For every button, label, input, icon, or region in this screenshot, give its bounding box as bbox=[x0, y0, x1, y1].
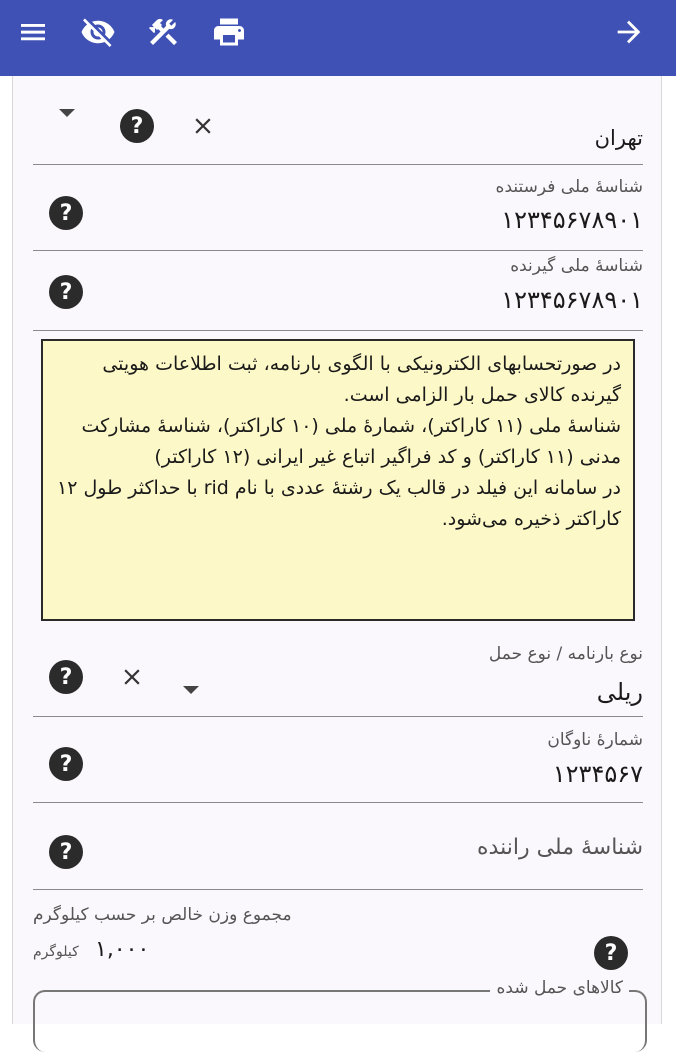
receiver-national-id-value: ۱۲۳۴۵۶۷۸۹۰۱ bbox=[501, 286, 643, 314]
sender-national-id-field[interactable] bbox=[33, 164, 643, 251]
waybill-type-label: نوع بارنامه / نوع حمل bbox=[488, 644, 643, 664]
help-icon[interactable]: ? bbox=[49, 275, 83, 309]
net-weight-unit: کیلوگرم bbox=[33, 944, 79, 960]
city-select[interactable] bbox=[33, 76, 643, 165]
menu-icon bbox=[17, 16, 49, 48]
help-icon[interactable]: ? bbox=[49, 196, 83, 230]
note-paragraph: در صورتحسابهای الکترونیکی با الگوی بارنامه، ثبت اطلاعات هویتی گیرنده کالای حمل بار الزامی است. bbox=[102, 353, 621, 406]
dropdown-arrow-icon[interactable] bbox=[59, 109, 75, 117]
receiver-national-id-label: شناسهٔ ملی گیرنده bbox=[510, 256, 643, 276]
help-icon[interactable]: ? bbox=[49, 835, 83, 869]
note-paragraph: در سامانه این فیلد در قالب یک رشتهٔ عددی با نام rid با حداکثر طول ۱۲ کاراکتر ذخیره می‌شود. bbox=[57, 477, 621, 530]
sender-national-id-label: شناسهٔ ملی فرستنده bbox=[495, 177, 643, 197]
toggle-visibility-button[interactable] bbox=[76, 10, 120, 54]
print-icon bbox=[211, 14, 247, 50]
dropdown-arrow-icon[interactable] bbox=[183, 686, 199, 694]
info-note bbox=[41, 339, 635, 621]
app-bar bbox=[0, 0, 676, 76]
menu-button[interactable] bbox=[11, 10, 55, 54]
help-icon[interactable]: ? bbox=[594, 936, 628, 970]
receiver-national-id-field[interactable] bbox=[33, 250, 643, 331]
tools-icon bbox=[146, 15, 180, 49]
clear-icon[interactable] bbox=[117, 662, 147, 692]
help-icon[interactable]: ? bbox=[49, 660, 83, 694]
clear-icon[interactable] bbox=[188, 111, 218, 141]
back-button[interactable] bbox=[607, 10, 651, 54]
tools-button[interactable] bbox=[141, 10, 185, 54]
city-value: تهران bbox=[594, 126, 643, 150]
note-paragraph: شناسهٔ ملی (۱۱ کاراکتر)، شمارهٔ ملی (۱۰ کاراکتر)، شناسهٔ مشارکت مدنی (۱۱ کاراکتر) و کد فراگیر اتباع غیر ایرانی (۱۲ کاراکتر) bbox=[81, 415, 621, 468]
wagon-number-label: شمارهٔ ناوگان bbox=[547, 730, 643, 750]
shipped-goods-section bbox=[33, 978, 647, 1052]
net-weight-label: مجموع وزن خالص بر حسب کیلوگرم bbox=[33, 905, 292, 925]
help-icon[interactable]: ? bbox=[49, 747, 83, 781]
visibility-off-icon bbox=[80, 14, 116, 50]
help-icon[interactable]: ? bbox=[120, 109, 154, 143]
waybill-type-select[interactable] bbox=[33, 636, 643, 717]
driver-national-id-field[interactable] bbox=[33, 802, 643, 890]
shipped-goods-legend: کالاهای حمل شده bbox=[490, 978, 629, 998]
sender-national-id-value: ۱۲۳۴۵۶۷۸۹۰۱ bbox=[501, 206, 643, 234]
wagon-number-value: ۱۲۳۴۵۶۷ bbox=[552, 760, 643, 788]
driver-national-id-placeholder: شناسهٔ ملی راننده bbox=[477, 835, 643, 860]
net-weight-value: ۱,۰۰۰ bbox=[95, 937, 150, 962]
wagon-number-field[interactable] bbox=[33, 716, 643, 803]
waybill-type-value: ریلی bbox=[596, 678, 643, 706]
form-panel bbox=[12, 76, 662, 1024]
arrow-forward-icon bbox=[612, 15, 646, 49]
print-button[interactable] bbox=[207, 10, 251, 54]
